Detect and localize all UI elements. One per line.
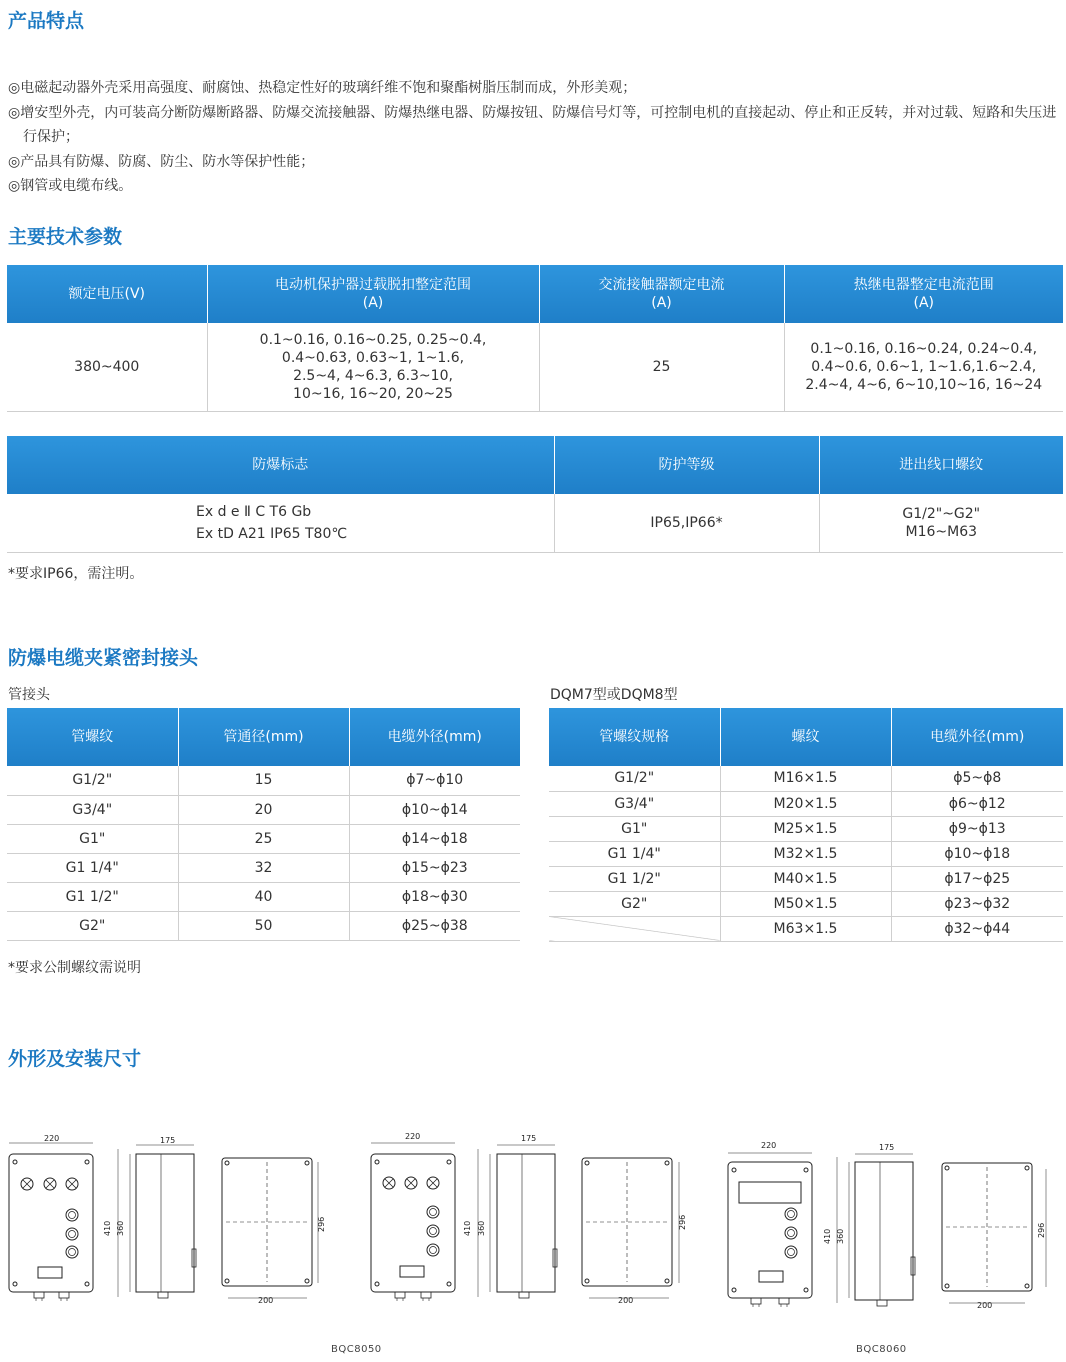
- header-pipe-bore: 管通径(mm): [178, 708, 349, 766]
- cell: G3/4": [549, 791, 720, 816]
- cell: G1 1/4": [549, 841, 720, 866]
- dim-inner-height-label: 360: [836, 1228, 845, 1244]
- section-title-glands: 防爆电缆夹紧密封接头: [8, 647, 199, 669]
- header-entry-thread: 进出线口螺纹: [819, 436, 1063, 494]
- cell-protector-range: 0.1~0.16, 0.16~0.25, 0.25~0.4, 0.4~0.63, 0.63~1, 1~1.6, 2.5~4, 4~6.3, 6.3~10, 10~16, 16~20, 20~25: [207, 323, 539, 411]
- dim-depth-label: 175: [521, 1134, 537, 1143]
- drawing-side-1: [118, 1145, 196, 1298]
- ip66-note: *要求IP66，需注明。: [8, 566, 144, 582]
- table-row: [549, 791, 1063, 816]
- cell: ϕ6~ϕ12: [891, 791, 1063, 816]
- cell: M25×1.5: [720, 816, 891, 841]
- cell: 32: [178, 853, 349, 882]
- cell: ϕ7~ϕ10: [349, 766, 520, 795]
- table-row: [549, 816, 1063, 841]
- header-cable-od: 电缆外径(mm): [891, 708, 1063, 766]
- drawing-front-3: [728, 1153, 812, 1307]
- table-row: [549, 766, 1063, 791]
- dim-hole-width-label: 200: [258, 1296, 274, 1305]
- header-cable-od: 电缆外径(mm): [349, 708, 520, 766]
- dim-height-label: 410: [823, 1228, 832, 1244]
- feature-item: ◎产品具有防爆、防腐、防尘、防水等保护性能；: [8, 153, 315, 170]
- dim-width-label: 220: [405, 1132, 421, 1141]
- dim-depth-label: 175: [879, 1143, 895, 1152]
- dim-inner-height-label: 360: [116, 1220, 125, 1236]
- header-pipe-thread: 管螺纹: [7, 708, 178, 766]
- header-motor-protector: 电动机保护器过载脱扣整定范围 (A): [207, 265, 539, 323]
- cell: G2": [549, 891, 720, 916]
- feature-list: [8, 76, 1058, 199]
- table-header-row: [7, 708, 520, 766]
- dim-width-label: 220: [761, 1141, 777, 1150]
- table-row: [7, 795, 520, 824]
- table-row: [7, 824, 520, 853]
- cell: M16×1.5: [720, 766, 891, 791]
- dim-height-label: 410: [463, 1220, 472, 1236]
- cell: ϕ18~ϕ30: [349, 882, 520, 911]
- table-header-row: [7, 436, 1063, 494]
- cell-voltage: 380~400: [7, 323, 207, 411]
- drawing-side-3: [837, 1154, 915, 1306]
- header-rated-voltage: 额定电压(V): [7, 265, 207, 323]
- cell: ϕ10~ϕ18: [891, 841, 1063, 866]
- section-title-dimensions: 外形及安装尺寸: [8, 1048, 142, 1070]
- section-title-params: 主要技术参数: [8, 226, 123, 248]
- dim-hole-height-label: 296: [1037, 1222, 1046, 1238]
- cell: 40: [178, 882, 349, 911]
- header-contactor-current: 交流接触器额定电流 (A): [539, 265, 784, 323]
- cell: ϕ25~ϕ38: [349, 911, 520, 940]
- table-row: [549, 841, 1063, 866]
- cell: G1": [549, 816, 720, 841]
- header-thread-spec: 管螺纹规格: [549, 708, 720, 766]
- dim-inner-height-label: 360: [477, 1220, 486, 1236]
- cell: G1 1/2": [7, 882, 178, 911]
- table-row: [549, 891, 1063, 916]
- header-ip-rating: 防护等级: [554, 436, 819, 494]
- feature-item: ◎钢管或电缆布线。: [8, 178, 133, 194]
- dim-hole-height-label: 296: [317, 1216, 326, 1232]
- table-row: [7, 853, 520, 882]
- cell: ϕ17~ϕ25: [891, 866, 1063, 891]
- cell: 20: [178, 795, 349, 824]
- pipe-fitting-table: [7, 708, 520, 941]
- dim-height-label: 410: [103, 1220, 112, 1236]
- dim-hole-width-label: 200: [618, 1296, 634, 1305]
- drawing-holes-2: [582, 1158, 679, 1298]
- cell: G1": [7, 824, 178, 853]
- params-table: [7, 265, 1063, 412]
- dim-hole-width-label: 200: [977, 1301, 993, 1310]
- cell-entry-thread: G1/2"~G2" M16~M63: [819, 494, 1063, 552]
- cell: M50×1.5: [720, 891, 891, 916]
- dim-hole-height-label: 296: [678, 1214, 687, 1230]
- cell-relay-range: 0.1~0.16, 0.16~0.24, 0.24~0.4, 0.4~0.6, 0.6~1, 1~1.6,1.6~2.4, 2.4~4, 4~6, 6~10,10~16, 16~24: [784, 323, 1063, 411]
- drawing-front-1: [9, 1143, 93, 1301]
- feature-item: ◎电磁起动器外壳采用高强度、耐腐蚀、热稳定性好的玻璃纤维不饱和聚酯树脂压制而成，外形美观；: [8, 80, 637, 96]
- cell: ϕ9~ϕ13: [891, 816, 1063, 841]
- dimension-drawings: [0, 1120, 1066, 1362]
- cell: ϕ10~ϕ14: [349, 795, 520, 824]
- section-title-features: 产品特点: [8, 10, 85, 32]
- drawing-front-2: [371, 1143, 455, 1301]
- cell: G1/2": [7, 766, 178, 795]
- header-thread: 螺纹: [720, 708, 891, 766]
- caption-bqc8060: BQC8060: [856, 1344, 907, 1355]
- table-row: [7, 911, 520, 940]
- cell: ϕ15~ϕ23: [349, 853, 520, 882]
- cell: G3/4": [7, 795, 178, 824]
- table-row: [7, 494, 1063, 552]
- cell: ϕ32~ϕ44: [891, 916, 1063, 941]
- cell-contactor-current: 25: [539, 323, 784, 411]
- caption-bqc8050: BQC8050: [331, 1344, 382, 1355]
- cell: ϕ23~ϕ32: [891, 891, 1063, 916]
- cell: G1/2": [549, 766, 720, 791]
- drawing-holes-1: [222, 1158, 318, 1298]
- cell: ϕ14~ϕ18: [349, 824, 520, 853]
- cell-ip-rating: IP65,IP66*: [554, 494, 819, 552]
- cell: 50: [178, 911, 349, 940]
- drawing-holes-3: [942, 1163, 1046, 1303]
- cell: G1 1/2": [549, 866, 720, 891]
- dim-depth-label: 175: [160, 1136, 176, 1145]
- table-row: [7, 323, 1063, 411]
- cell: M63×1.5: [720, 916, 891, 941]
- header-ex-mark: 防爆标志: [7, 436, 554, 494]
- table-row: [7, 882, 520, 911]
- cell-ex-mark: Ex d e Ⅱ C T6 Gb Ex tD A21 IP65 T80℃: [7, 494, 554, 552]
- table-row: [7, 766, 520, 795]
- table-header-row: [549, 708, 1063, 766]
- dqm-title: DQM7型或DQM8型: [550, 687, 678, 703]
- table-header-row: [7, 265, 1063, 323]
- pipe-fitting-title: 管接头: [8, 687, 50, 703]
- table-row: [549, 866, 1063, 891]
- cell: ϕ5~ϕ8: [891, 766, 1063, 791]
- dqm-table: [549, 708, 1063, 942]
- dim-width-label: 220: [44, 1134, 60, 1143]
- table-row: [549, 916, 1063, 941]
- header-relay-range: 热继电器整定电流范围 (A): [784, 265, 1063, 323]
- cell: 15: [178, 766, 349, 795]
- cell: M32×1.5: [720, 841, 891, 866]
- cell: G1 1/4": [7, 853, 178, 882]
- metric-thread-note: *要求公制螺纹需说明: [8, 960, 141, 976]
- cell: G2": [7, 911, 178, 940]
- cell: M20×1.5: [720, 791, 891, 816]
- cell-empty-diagonal: [549, 916, 720, 941]
- feature-item: ◎增安型外壳，内可装高分断防爆断路器、防爆交流接触器、防爆热继电器、防爆按钮、防爆信号灯等，可控制电机的直接起动、停止和正反转，并对过载、短路和失压进行保护；: [8, 104, 1057, 145]
- cell: M40×1.5: [720, 866, 891, 891]
- cell: 25: [178, 824, 349, 853]
- exproof-table: [7, 436, 1063, 553]
- drawing-side-2: [478, 1145, 557, 1298]
